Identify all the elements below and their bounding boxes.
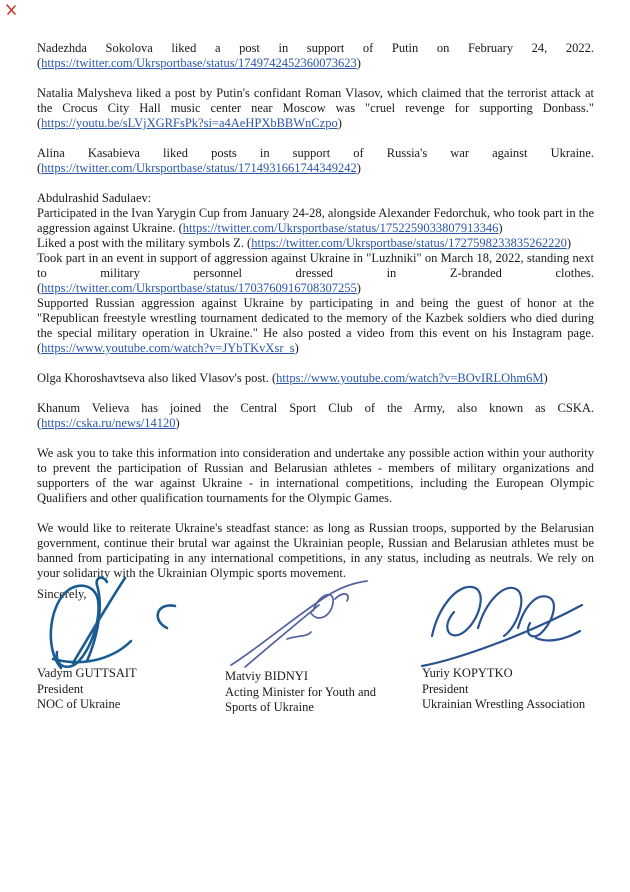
signer-title <box>225 685 410 716</box>
signer-title <box>422 682 607 713</box>
hyperlink[interactable]: https://youtu.be/sLVjXGRFsPk?si=a4AeHPXbBBWnCzpo <box>41 116 338 130</box>
signer-name: Yuriy KOPYTKO <box>422 666 513 680</box>
paragraph: Khanum Velieva has joined the Central Sport Club of the Army, also known as CSKA. (https://cska.ru/news/14120) <box>37 401 594 430</box>
hyperlink[interactable]: https://cska.ru/news/14120 <box>41 416 176 430</box>
signer-title-line: President <box>422 681 469 696</box>
hyperlink[interactable]: https://www.youtube.com/watch?v=JYbTKvXsr_s <box>41 341 295 355</box>
signer-name: Matviy BIDNYI <box>225 669 308 683</box>
signer-title-line: NOC of Ukraine <box>37 697 121 711</box>
signer-title-line: Ukrainian Wrestling Association <box>422 697 586 711</box>
signature-matviy-bidnyi-ink <box>227 577 377 672</box>
closing-salutation: Sincerely, <box>37 587 87 601</box>
signer-block <box>225 669 410 716</box>
paragraph: Nadezhda Sokolova liked a post in support of Putin on February 24, 2022. (https://twitter.com/Ukrsportbase/status/1749742452360073623) <box>37 41 594 70</box>
hyperlink[interactable]: https://twitter.com/Ukrsportbase/status/1714931661744349242 <box>41 161 357 175</box>
signer-block <box>37 666 222 713</box>
paragraph: Olga Khoroshavtseva also liked Vlasov's post. (https://www.youtube.com/watch?v=BOvIRLOhm6M) <box>37 371 548 385</box>
signer-title-line: President <box>37 681 84 696</box>
red-corner-mark <box>5 3 17 16</box>
hyperlink[interactable]: https://twitter.com/Ukrsportbase/status/1727598233835262220 <box>251 236 567 250</box>
paragraph: We ask you to take this information into consideration and undertake any possible action within your authority to prevent the participation of Russian and Belarusian athletes - members of military organizations and supporters of the war against Ukraine - in international competitions, including the European Olympic Qualifiers and other qualification tournaments for the Olympic Games. <box>37 446 594 505</box>
letter-body <box>37 41 594 581</box>
signature-yuriy-kopytko-ink <box>420 576 590 671</box>
signer-title-line: Acting Minister for Youth and Sports of Ukraine <box>225 684 377 714</box>
signature-area <box>37 587 594 722</box>
paragraph: Supported Russian aggression against Ukraine by participating in and being the guest of honor at the "Republican freestyle wrestling tournament dedicated to the memory of the Kazbek soldiers who died during the special military operation in Ukraine." He also posted a video from this event on his Instagram page. (https://www.youtube.com/watch?v=JYbTKvXsr_s) <box>37 296 594 355</box>
signer-block <box>422 666 607 713</box>
signer-title <box>37 682 222 713</box>
signer-name: Vadym GUTTSAIT <box>37 666 137 680</box>
hyperlink[interactable]: https://twitter.com/Ukrsportbase/status/1749742452360073623 <box>41 56 357 70</box>
paragraph: Abdulrashid Sadulaev: <box>37 191 152 205</box>
paragraph: Natalia Malysheva liked a post by Putin's confidant Roman Vlasov, which claimed that the terrorist attack at the Crocus City Hall music center near Moscow was "cruel revenge for supporting Donbass." (https://youtu.be/sLVjXGRFsPk?si=a4AeHPXbBBWnCzpo) <box>37 86 594 130</box>
paragraph: Alina Kasabieva liked posts in support of Russia's war against Ukraine. (https://twitter.com/Ukrsportbase/status/1714931661744349242) <box>37 146 594 175</box>
paragraph: Participated in the Ivan Yarygin Cup from January 24-28, alongside Alexander Fedorchuk, who took part in the aggression against Ukraine. (https://twitter.com/Ukrsportbase/status/1752259033807913346) <box>37 206 594 235</box>
paragraph: We would like to reiterate Ukraine's steadfast stance: as long as Russian troops, supported by the Belarusian government, continue their brutal war against the Ukrainian people, Russian and Belarusian athletes must be banned from participating in any international competitions, in any status, including as neutrals. We rely on your solidarity with the Ukrainian Olympic sports movement. <box>37 521 594 580</box>
paragraph: Took part in an event in support of aggression against Ukraine in "Luzhniki" on March 18, 2022, standing next to military personnel dressed in Z-branded clothes. (https://twitter.com/Ukrsportbase/status/1703760916708307255) <box>37 251 594 295</box>
hyperlink[interactable]: https://twitter.com/Ukrsportbase/status/1752259033807913346 <box>182 221 499 235</box>
hyperlink[interactable]: https://www.youtube.com/watch?v=BOvIRLOhm6M <box>276 371 544 385</box>
hyperlink[interactable]: https://twitter.com/Ukrsportbase/status/1703760916708307255 <box>41 281 357 295</box>
paragraph: Liked a post with the military symbols Z. (https://twitter.com/Ukrsportbase/status/1727598233835262220) <box>37 236 571 250</box>
